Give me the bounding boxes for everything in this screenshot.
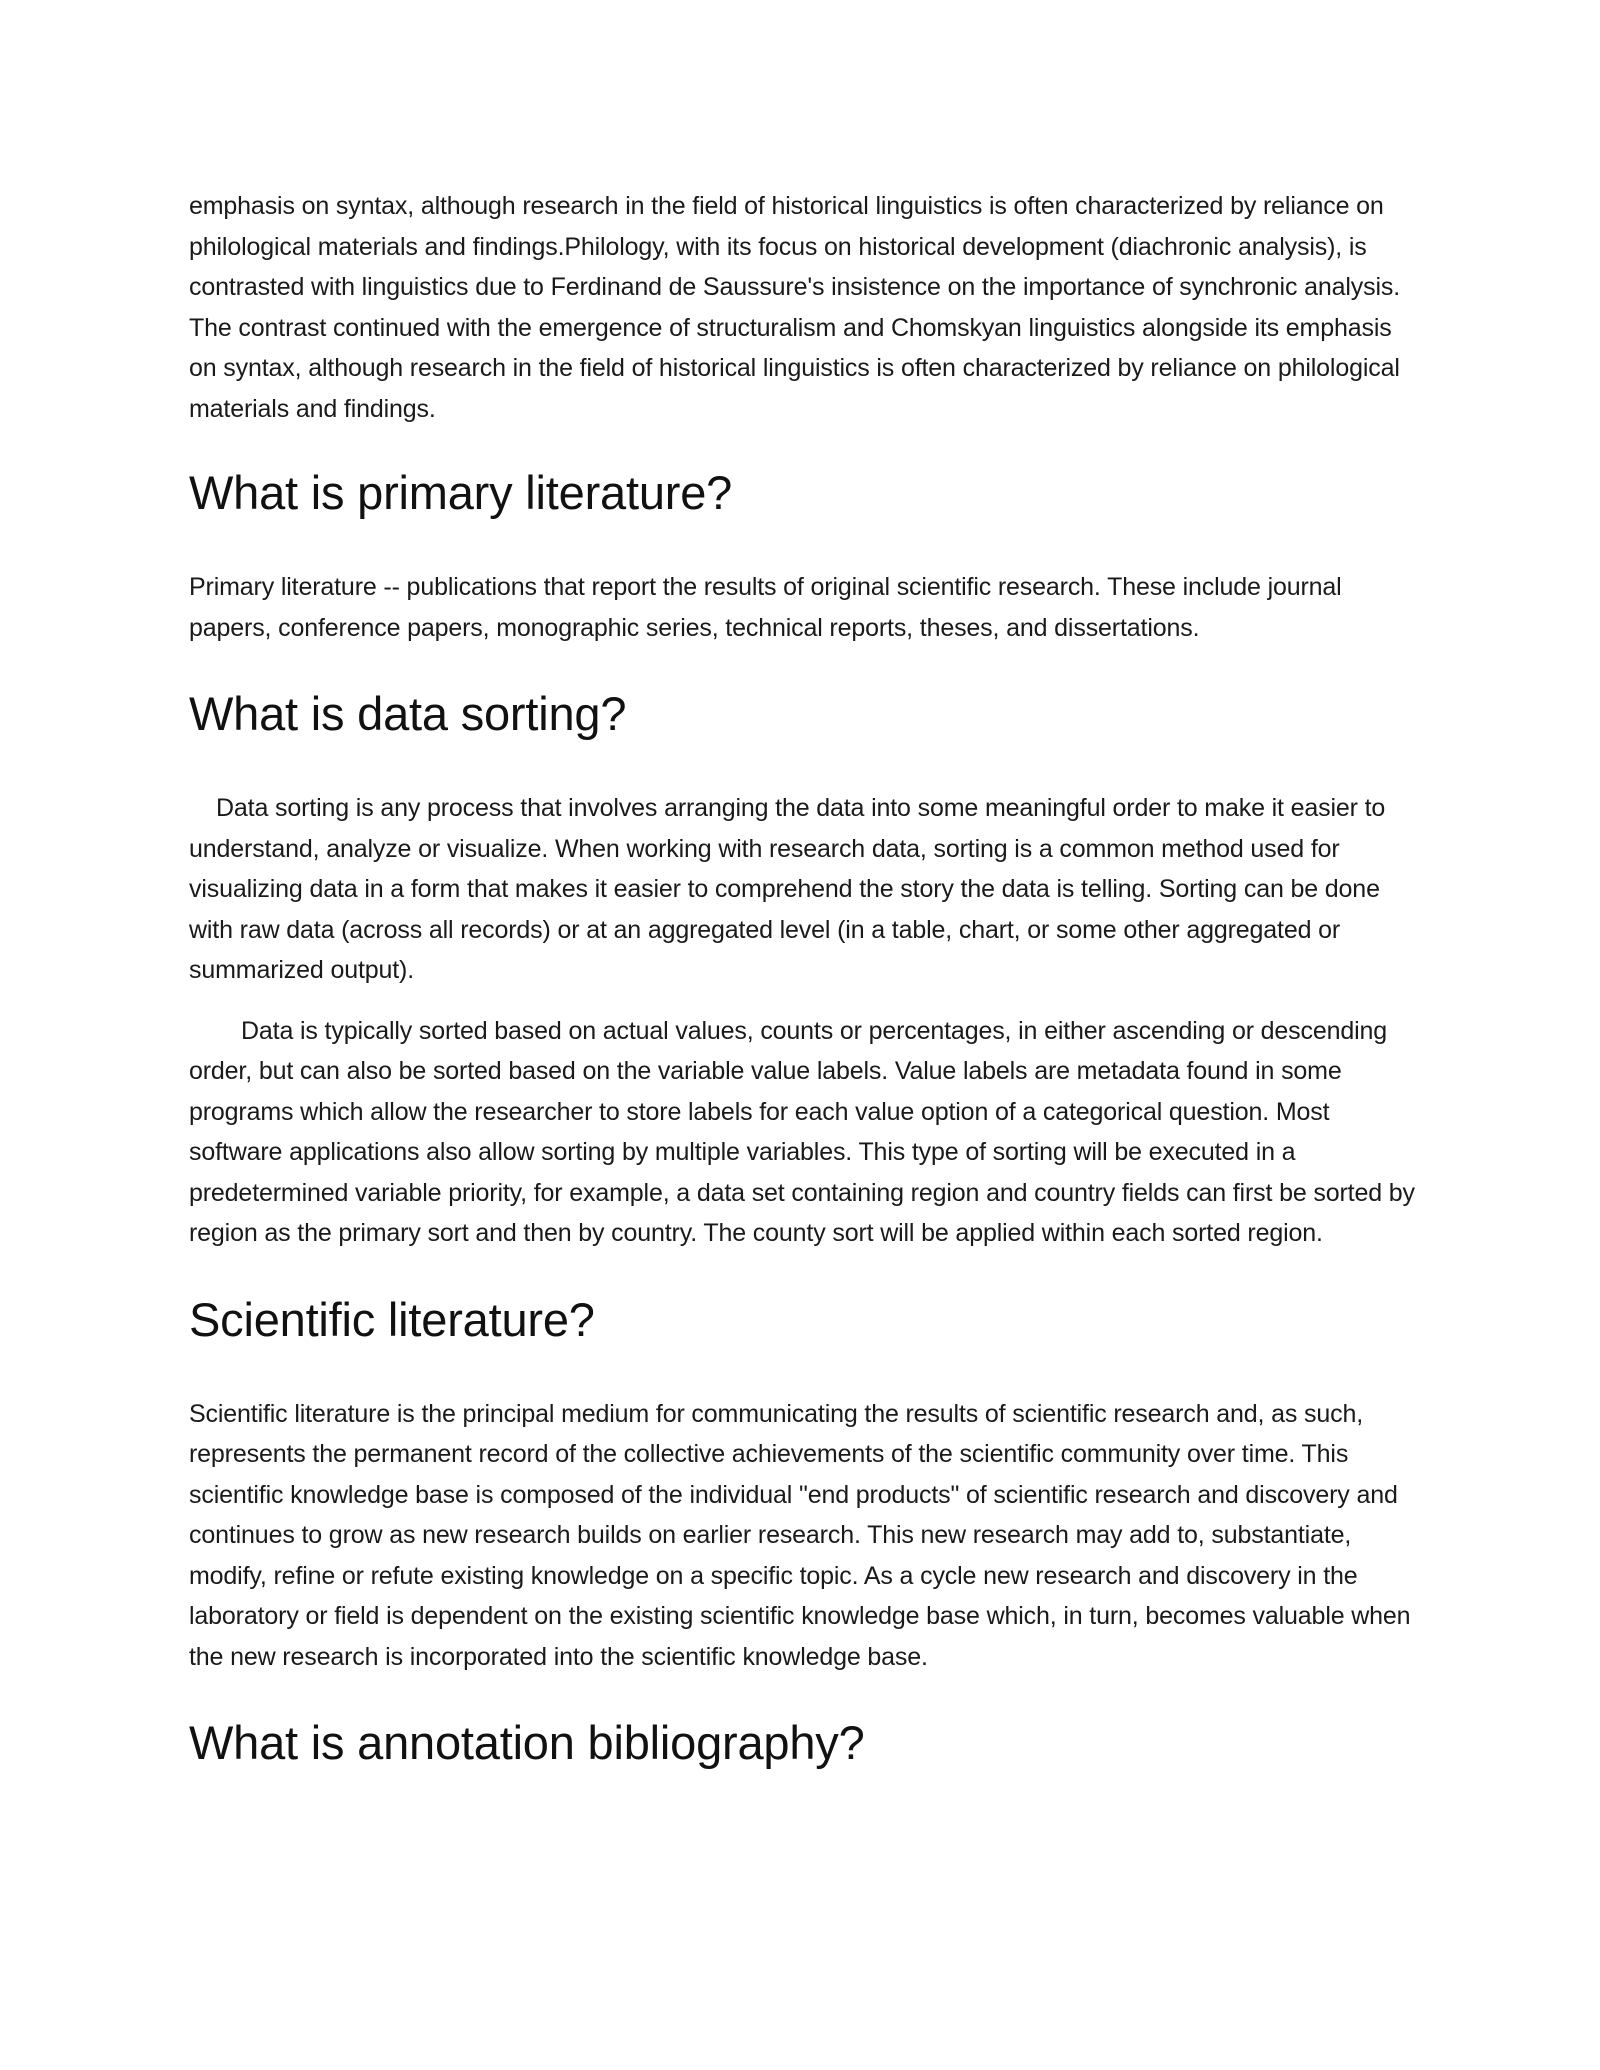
heading-annotation-bibliography: What is annotation bibliography? xyxy=(189,1716,865,1769)
document-page xyxy=(189,186,1419,1771)
intro-paragraph: emphasis on syntax, although research in the field of historical linguistics is often characterized by reliance on philological materials and findings.Philology, with its focus on historical development (diachronic analysis), is contrasted with linguistics due to Ferdinand de Saussure's insistence on the importance of synchronic analysis. The contrast continued with the emergence of structuralism and Chomskyan linguistics alongside its emphasis on syntax, although research in the field of historical linguistics is often characterized by reliance on philological materials and findings. xyxy=(189,192,1400,423)
paragraph-primary-literature: Primary literature -- publications that report the results of original scientific research. These include journal papers, conference papers, monographic series, technical reports, theses, and dissertations. xyxy=(189,573,1342,642)
heading-data-sorting: What is data sorting? xyxy=(189,687,627,740)
paragraph-scientific-literature: Scientific literature is the principal medium for communicating the results of scientific research and, as such, represents the permanent record of the collective achievements of the scientific community over time. This scientific knowledge base is composed of the individual "end products" of scientific research and discovery and continues to grow as new research builds on earlier research. This new research may add to, substantiate, modify, refine or refute existing knowledge on a specific topic. As a cycle new research and discovery in the laboratory or field is dependent on the existing scientific knowledge base which, in turn, becomes valuable when the new research is incorporated into the scientific knowledge base. xyxy=(189,1399,1411,1671)
paragraph-data-sorting-2: Data is typically sorted based on actual values, counts or percentages, in either ascending or descending order, but can also be sorted based on the variable value labels. Value labels are metadata found in some programs which allow the researcher to store labels for each value option of a categorical question. Most software applications also allow sorting by multiple variables. This type of sorting will be executed in a predetermined variable priority, for example, a data set containing region and country fields can first be sorted by region as the primary sort and then by country. The county sort will be applied within each sorted region. xyxy=(189,1016,1415,1247)
heading-scientific-literature: Scientific literature? xyxy=(189,1292,595,1346)
heading-primary-literature: What is primary literature? xyxy=(189,466,733,519)
paragraph-data-sorting-1: Data sorting is any process that involves arranging the data into some meaningful order to make it easier to understand, analyze or visualize. When working with research data, sorting is a common method used for visualizing data in a form that makes it easier to comprehend the story the data is telling. Sorting can be done with raw data (across all records) or at an aggregated level (in a table, chart, or some other aggregated or summarized output). xyxy=(189,794,1386,984)
